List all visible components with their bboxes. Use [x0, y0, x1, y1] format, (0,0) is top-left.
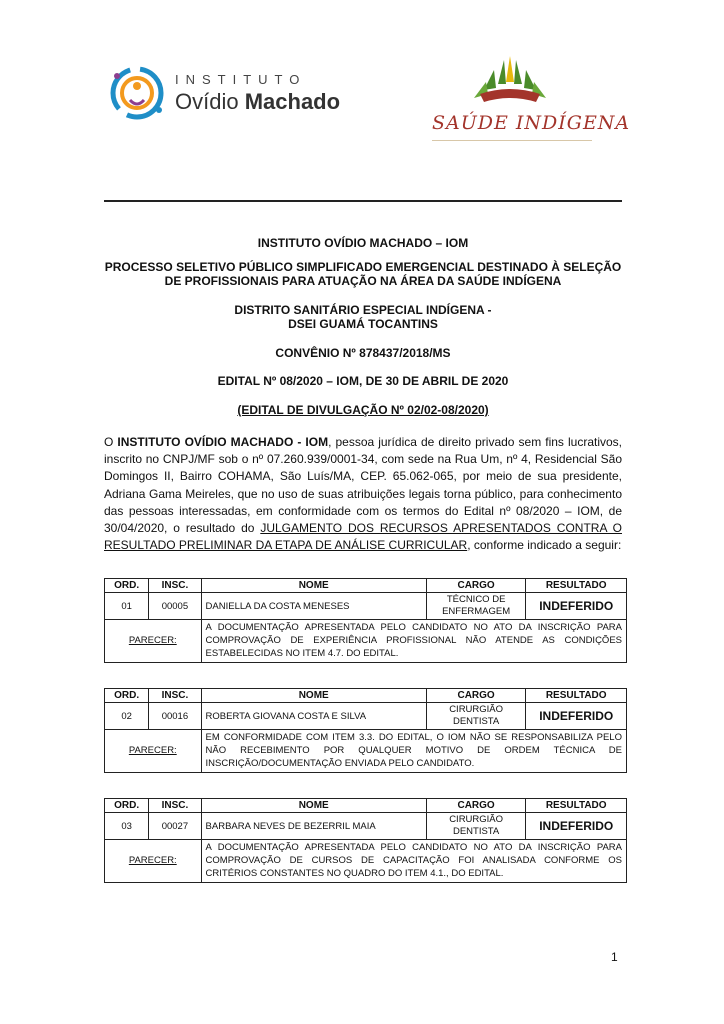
table-header-row [105, 689, 627, 703]
iom-emblem-icon [103, 62, 173, 124]
iom-logo [103, 62, 353, 124]
header-cargo: CARGO [426, 689, 526, 703]
cell-insc: 00027 [149, 813, 201, 840]
header-divider [104, 200, 622, 202]
header-resultado: RESULTADO [526, 579, 627, 593]
table-row [105, 813, 627, 840]
result-table [104, 578, 627, 663]
convenio-title: CONVÊNIO Nº 878437/2018/MS [275, 346, 451, 360]
table-row [105, 593, 627, 620]
table-header-row [105, 799, 627, 813]
parecer-row [105, 620, 627, 663]
parecer-text: A DOCUMENTAÇÃO APRESENTADA PELO CANDIDATO NO ATO DA INSCRIÇÃO PARA COMPROVAÇÃO DE EXPERIÊNCIA PROFISSIONAL NÃO ATENDE AS CONDIÇÕES ESTABELECIDAS NO ITEM 4.7. DO EDITAL. [201, 620, 626, 663]
parecer-text: A DOCUMENTAÇÃO APRESENTADA PELO CANDIDATO NO ATO DA INSCRIÇÃO PARA COMPROVAÇÃO DE CURSOS DE CAPACITAÇÃO FOI ANALISADA CONFORME OS CRITÉRIOS CONSTANTES NO QUADRO DO ITEM 4.1., DO EDITAL. [201, 840, 626, 883]
parecer-label: PARECER: [105, 840, 202, 883]
header-cargo: CARGO [426, 579, 526, 593]
cell-cargo: CIRURGIÃO DENTISTA [426, 813, 526, 840]
header-insc: INSC. [149, 579, 201, 593]
header-ord: ORD. [105, 689, 149, 703]
header-nome: NOME [201, 689, 426, 703]
page-number: 1 [611, 950, 618, 964]
cell-resultado: INDEFERIDO [526, 813, 627, 840]
parecer-row [105, 840, 627, 883]
header-nome: NOME [201, 579, 426, 593]
table-row [105, 703, 627, 730]
logo-underline [432, 140, 592, 141]
header-resultado: RESULTADO [526, 689, 627, 703]
cell-ord: 02 [105, 703, 149, 730]
parecer-text: EM CONFORMIDADE COM ITEM 3.3. DO EDITAL, O IOM NÃO SE RESPONSABILIZA PELO NÃO RECEBIMENTO POR QUALQUER MOTIVO DE ORDEM TÉCNICA DE INSCRIÇÃO/DOCUMENTAÇÃO ENVIADA PELO CANDIDATO. [201, 730, 626, 773]
cell-nome: BARBARA NEVES DE BEZERRIL MAIA [201, 813, 426, 840]
parecer-row [105, 730, 627, 773]
header-ord: ORD. [105, 579, 149, 593]
parecer-label: PARECER: [105, 620, 202, 663]
process-title: PROCESSO SELETIVO PÚBLICO SIMPLIFICADO EMERGENCIAL DESTINADO À SELEÇÃO DE PROFISSIONAIS PARA ATUAÇÃO NA ÁREA DA SAÚDE INDÍGENA [104, 260, 622, 288]
iom-logo-line2: Ovídio Machado [175, 89, 341, 114]
saude-indigena-logo [410, 52, 631, 152]
intro-paragraph: O INSTITUTO OVÍDIO MACHADO - IOM, pessoa jurídica de direito privado sem fins lucrativos, inscrito no CNPJ/MF sob o nº 07.260.939/0001-34, com sede na Rua Um, nº 4, Residencial São Domingos II, Bairro COHAMA, São Luís/MA, CEP. 65.062-065, por meio de sua presidente, Adriana Gama Meireles, que no uso de suas atribuições legais torna público, para conhecimento das pessoas interessadas, em conformidade com os termos do Edital nº 08/2020 – IOM, de 30/04/2020, o resultado do JULGAMENTO DOS RECURSOS APRESENTADOS CONTRA O RESULTADO PRELIMINAR DA ETAPA DE ANÁLISE CURRICULAR, conforme indicado a seguir: [104, 435, 623, 553]
cell-nome: DANIELLA DA COSTA MENESES [201, 593, 426, 620]
cell-ord: 03 [105, 813, 149, 840]
header-insc: INSC. [149, 689, 201, 703]
edital-title: EDITAL Nº 08/2020 – IOM, DE 30 DE ABRIL DE 2020 [217, 374, 509, 388]
cell-insc: 00005 [149, 593, 201, 620]
cell-ord: 01 [105, 593, 149, 620]
cell-nome: ROBERTA GIOVANA COSTA E SILVA [201, 703, 426, 730]
cell-resultado: INDEFERIDO [526, 593, 627, 620]
saude-indigena-wordmark: SAÚDE INDÍGENA [432, 112, 631, 134]
divulgacao-title: (EDITAL DE DIVULGAÇÃO Nº 02/02-08/2020) [237, 403, 489, 417]
header-ord: ORD. [105, 799, 149, 813]
institution-title: INSTITUTO OVÍDIO MACHADO – IOM [257, 236, 469, 250]
result-table [104, 688, 627, 773]
table-header-row [105, 579, 627, 593]
cell-insc: 00016 [149, 703, 201, 730]
parecer-label: PARECER: [105, 730, 202, 773]
feather-headdress-icon [410, 52, 610, 114]
district-title: DISTRITO SANITÁRIO ESPECIAL INDÍGENA - DSEI GUAMÁ TOCANTINS [234, 303, 492, 331]
cell-cargo: CIRURGIÃO DENTISTA [426, 703, 526, 730]
cell-resultado: INDEFERIDO [526, 703, 627, 730]
header-cargo: CARGO [426, 799, 526, 813]
cell-cargo: TÉCNICO DE ENFERMAGEM [426, 593, 526, 620]
result-table [104, 798, 627, 883]
iom-logo-line1: INSTITUTO [175, 72, 307, 87]
header-nome: NOME [201, 799, 426, 813]
header-insc: INSC. [149, 799, 201, 813]
header-resultado: RESULTADO [526, 799, 627, 813]
